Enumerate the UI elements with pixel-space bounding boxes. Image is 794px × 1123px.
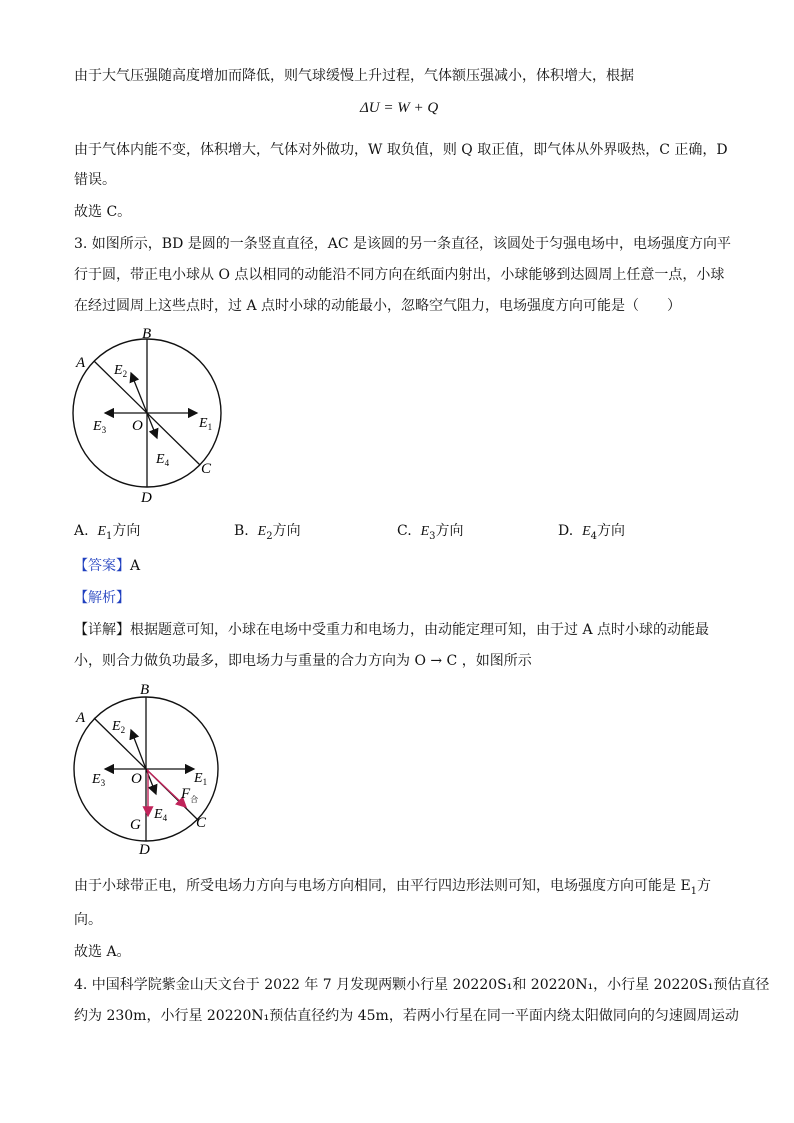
label-e2: $E_2$ bbox=[114, 363, 128, 379]
arrow-e4 bbox=[147, 413, 157, 438]
question-3-line-3: 在经过圆周上这些点时，过 A 点时小球的动能最小，忽略空气阻力，电场强度方向可能是（ ） bbox=[74, 298, 682, 314]
label-g: G bbox=[130, 817, 141, 833]
paragraph-1: 由于大气压强随高度增加而降低，则气球缓慢上升过程，气体额压强减小，体积增大，根据 bbox=[74, 68, 634, 84]
option-c[interactable]: C. $E_3$方向 bbox=[397, 523, 464, 542]
label-e4-2: $E_4$ bbox=[154, 807, 168, 823]
figure-2-circle-field bbox=[60, 678, 240, 860]
label-d-2: D bbox=[139, 842, 150, 858]
option-d[interactable]: D. $E_4$方向 bbox=[558, 523, 626, 542]
paragraph-2a: 由于气体内能不变，体积增大，气体对外做功，W 取负值，则 Q 取正值，即气体从外界吸热，C 正确，D bbox=[74, 142, 728, 158]
label-e3-2: $E_3$ bbox=[92, 772, 106, 788]
label-d: D bbox=[141, 490, 152, 506]
label-b: B bbox=[142, 326, 152, 342]
question-4-line-1: 4. 中国科学院紫金山天文台于 2022 年 7 月发现两颗小行星 20220S₁和 20220N₁，小行星 20220S₁预估直径 bbox=[74, 977, 770, 993]
figure-1-circle-field bbox=[60, 318, 240, 513]
detail-tag: 【详解】 bbox=[74, 622, 130, 638]
question-4-line-2: 约为 230m，小行星 20220N₁预估直径约为 45m，若两小行星在同一平面内绕太阳做同向的匀速圆周运动 bbox=[74, 1008, 739, 1024]
label-o: O bbox=[132, 418, 143, 434]
option-a[interactable]: A. $E_1$方向 bbox=[74, 523, 141, 542]
choose-line-2: 故选 A。 bbox=[74, 944, 131, 960]
label-a: A bbox=[76, 355, 86, 371]
label-e4: $E_4$ bbox=[156, 452, 170, 468]
formula-energy: ΔU = W + Q bbox=[360, 100, 439, 116]
label-e1: $E_1$ bbox=[199, 416, 213, 432]
label-e2-2: $E_2$ bbox=[112, 719, 126, 735]
label-e3: $E_3$ bbox=[93, 419, 107, 435]
option-b[interactable]: B. $E_2$方向 bbox=[234, 523, 301, 542]
label-e1-2: $E_1$ bbox=[194, 771, 208, 787]
paragraph-2b: 错误。 bbox=[74, 172, 116, 188]
analysis-line bbox=[74, 588, 130, 608]
arrow-e2 bbox=[131, 373, 147, 413]
label-c: C bbox=[201, 461, 212, 477]
label-o-2: O bbox=[131, 771, 142, 787]
question-3-line-2: 行于圆，带正电小球从 O 点以相同的动能沿不同方向在纸面内射出，小球能够到达圆周上任意一点，小球 bbox=[74, 267, 725, 283]
answer-value: A bbox=[130, 558, 141, 574]
answer-tag: 【答案】 bbox=[74, 558, 130, 574]
label-f-net: $F_合$ bbox=[181, 786, 199, 804]
question-3-line-1: 3. 如图所示，BD 是圆的一条竖直直径，AC 是该圆的另一条直径，该圆处于匀强电场中，电场强度方向平 bbox=[74, 236, 732, 252]
label-a-2: A bbox=[76, 710, 86, 726]
arrow-e2-2 bbox=[131, 730, 146, 769]
choose-line-1: 故选 C。 bbox=[74, 204, 132, 220]
answer-line bbox=[74, 556, 140, 576]
detail-line-3: 由于小球带正电，所受电场力方向与电场方向相同，由平行四边形法则可知，电场强度方向可能是 $E_1$方 bbox=[74, 878, 712, 897]
detail-line-4: 向。 bbox=[74, 912, 102, 928]
analysis-tag: 【解析】 bbox=[74, 590, 130, 606]
label-b-2: B bbox=[140, 682, 150, 698]
detail-line-1: 【详解】根据题意可知，小球在电场中受重力和电场力，由动能定理可知，由于过 A 点时小球的动能最 bbox=[74, 622, 710, 638]
detail-line-2: 小，则合力做负功最多，即电场力与重量的合力方向为 O → C ，如图所示 bbox=[74, 653, 532, 669]
label-c-2: C bbox=[196, 815, 207, 831]
